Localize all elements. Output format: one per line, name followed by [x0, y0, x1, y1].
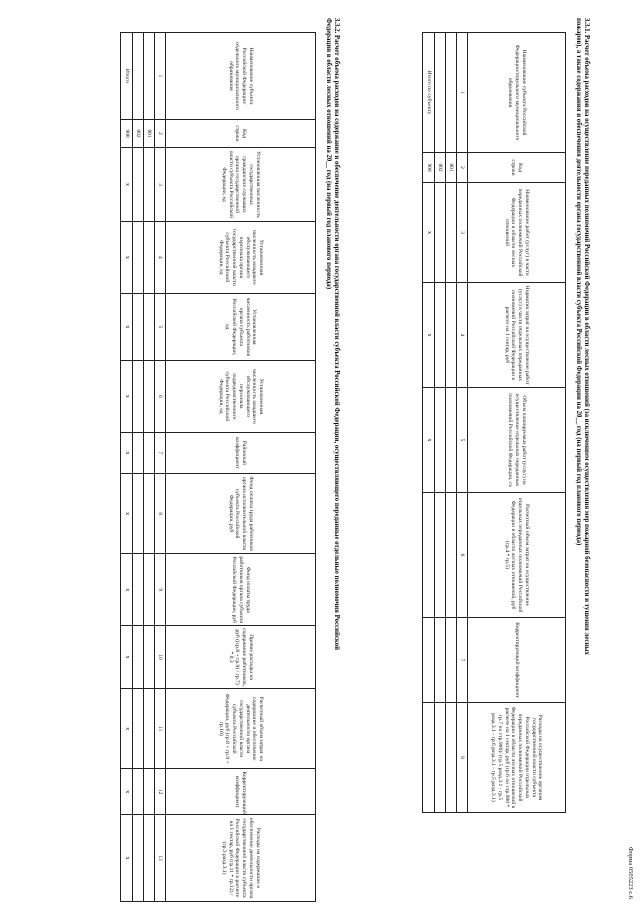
- s2-n4: 4: [155, 221, 166, 293]
- section1-colnum-row: [457, 33, 468, 813]
- cell: [133, 148, 144, 222]
- section1-table: [422, 32, 566, 813]
- cell: [133, 293, 144, 360]
- cell: х: [121, 626, 133, 689]
- s2-h6: Установленная численность младшего обслуживающего персонала подведомственного субъекта Российской Федерации, ед: [166, 361, 316, 433]
- s1-n7: 7: [457, 618, 468, 703]
- row-code: 001: [446, 153, 457, 183]
- s2-n13: 13: [155, 815, 166, 902]
- total-row: [121, 33, 133, 902]
- cell: х: [121, 432, 133, 473]
- s2-n5: 5: [155, 293, 166, 360]
- cell: [423, 493, 435, 618]
- cell: [144, 769, 155, 815]
- cell: [133, 554, 144, 626]
- table-row: [435, 33, 446, 813]
- s2-n9: 9: [155, 554, 166, 626]
- cell: [133, 432, 144, 473]
- cell: [144, 815, 155, 902]
- table-row: [144, 33, 155, 902]
- s1-h6: Расчетный объем затрат на осуществление отдельных переданных полномочий Российской Федерации в области лесных отношений, руб (гр.4 * гр.5): [468, 493, 566, 618]
- cell: х: [121, 361, 133, 433]
- cell: [133, 689, 144, 769]
- cell: х: [423, 388, 435, 493]
- cell: [446, 618, 457, 703]
- s2-h5: Установленная численность работников органа субъекта Российской Федерации, ед: [166, 293, 316, 360]
- row-code: 002: [435, 153, 446, 183]
- s2-h12: Корректирующий коэффициент: [166, 769, 316, 815]
- row-code: 900: [423, 153, 435, 183]
- cell: х: [121, 815, 133, 902]
- s2-n10: 10: [155, 626, 166, 689]
- cell: [446, 703, 457, 813]
- cell: [435, 283, 446, 388]
- cell: [144, 148, 155, 222]
- s2-h4: Установленная численность младшего обслуживающего персонала органа государственной власти субъекта Российской Федерации, ед: [166, 221, 316, 293]
- cell: [435, 703, 446, 813]
- s2-h9: Фонд оплаты труда работников органа субъекта Российской Федерации, руб: [166, 554, 316, 626]
- row-name: [435, 33, 446, 153]
- s2-h10: Прочие расходы на содержание работников, руб ((гр.8 + гр.9) / гр.7) * 0,3: [166, 626, 316, 689]
- s2-n3: 3: [155, 148, 166, 222]
- s2-n2: 2: [155, 119, 166, 147]
- cell: [423, 618, 435, 703]
- cell: х: [121, 293, 133, 360]
- s1-n1: 1: [457, 33, 468, 153]
- cell: [435, 618, 446, 703]
- section2-title-line2: Федерации в области лесных отношений на 20__ год (на первый год планового периода): [324, 18, 332, 290]
- cell: [144, 473, 155, 553]
- s2-h8: Фонд оплаты труда работников органа исполнительной власти субъекта Российской Федерации, руб: [166, 473, 316, 553]
- total-label: Итого по субъекту: [423, 33, 435, 153]
- cell: х: [121, 473, 133, 553]
- s2-n12: 12: [155, 769, 166, 815]
- section1-title: [573, 18, 590, 878]
- s1-h5: Объем планируемых работ (услуг) на осуществление отдельных переданных полномочий Российской Федерации, га: [468, 388, 566, 493]
- s2-n11: 11: [155, 689, 166, 769]
- s1-n5: 5: [457, 388, 468, 493]
- row-code: 001: [144, 119, 155, 147]
- cell: [144, 361, 155, 433]
- cell: [435, 493, 446, 618]
- s1-h8: Расходы на осуществление органом государственной власти субъекта Российской Федерации отдельных переданных полномочий Российской Федерации в области лесных отношений в расчете на 1 гектар, руб (гр.6 по стр.900 * гр.7 по стр.900)/ (гр.5 разд.3.1 - гр.5 разд.3.1 - гр.6 разд.3.1 - гр.5 разд.3.1): [468, 703, 566, 813]
- cell: [133, 473, 144, 553]
- s1-h4: Норматив затрат на осуществление работ (услуг) в части отдельных переданных полномочий Российской Федерации в расчете на 1 гектар, руб: [468, 283, 566, 388]
- s2-n1: 1: [155, 33, 166, 120]
- cell: [144, 221, 155, 293]
- section1-header-row: [468, 33, 566, 813]
- total-label: Итого: [121, 33, 133, 120]
- section2-title: [323, 18, 340, 878]
- s2-h2: Код строки: [166, 119, 316, 147]
- cell: х: [423, 283, 435, 388]
- cell: [446, 283, 457, 388]
- section2-table: [120, 32, 316, 902]
- cell: [133, 221, 144, 293]
- s2-h1: Наименование субъекта Российской Федерации/отдельного муниципального образования: [166, 33, 316, 120]
- s2-h3: Установленная численность государственных гражданских служащих органа государственной власти субъекта Российской Федерации, ед: [166, 148, 316, 222]
- cell: [423, 703, 435, 813]
- s1-h1: Наименование субъекта Российской Федерации/отдельного муниципального образования: [468, 33, 566, 153]
- s2-n6: 6: [155, 361, 166, 433]
- row-name: [144, 33, 155, 120]
- cell: х: [121, 689, 133, 769]
- s1-h7: Корректирующий коэффициент: [468, 618, 566, 703]
- section1-title-line2: пожаров), а также содержания и обеспечения деятельности органа государственной власти субъекта Российской Федерации на 20__ год (на первый год планового периода): [574, 18, 582, 546]
- s1-h3: Наименование работ (услуг) в части переданных полномочий Российской Федерации в области лесных отношений: [468, 183, 566, 283]
- row-code: 900: [121, 119, 133, 147]
- s1-n2: 2: [457, 153, 468, 183]
- cell: [133, 815, 144, 902]
- cell: х: [121, 554, 133, 626]
- cell: [446, 388, 457, 493]
- cell: [133, 361, 144, 433]
- cell: [133, 626, 144, 689]
- s2-n8: 8: [155, 473, 166, 553]
- s1-n6: 6: [457, 493, 468, 618]
- section2-header-row: [166, 33, 316, 902]
- cell: х: [423, 183, 435, 283]
- cell: [144, 626, 155, 689]
- s1-n3: 3: [457, 183, 468, 283]
- cell: [446, 183, 457, 283]
- cell: [144, 432, 155, 473]
- s1-n4: 4: [457, 283, 468, 388]
- table-row: [133, 33, 144, 902]
- cell: [133, 769, 144, 815]
- section1-title-line1: 3.3.1. Расчет объема расходов на осуществление переданных полномочий Российской Федерации в области лесных отношений (за исключением осуществления мер пожарной безопасности и тушения лесных: [583, 18, 590, 655]
- row-name: [133, 33, 144, 120]
- cell: [446, 493, 457, 618]
- row-name: [446, 33, 457, 153]
- s1-h2: Код строки: [468, 153, 566, 183]
- cell: [144, 293, 155, 360]
- row-code: 002: [133, 119, 144, 147]
- cell: х: [121, 221, 133, 293]
- total-row: [423, 33, 435, 813]
- section2-title-line1: 3.3.2. Расчет объема расходов на содержание и обеспечение деятельности органа государственной власти субъекта Российской Федерации, осуществляющего переданные отдельные полномочия Российской: [333, 18, 340, 651]
- cell: х: [121, 769, 133, 815]
- s1-n8: 8: [457, 703, 468, 813]
- section2-colnum-row: [155, 33, 166, 902]
- table-row: [446, 33, 457, 813]
- s2-h11: Расчетный объем затрат на содержание и обеспечение деятельности органа государственной власти субъекта Российской Федерации, руб (гр.8 + гр.9 + гр.10): [166, 689, 316, 769]
- cell: [435, 183, 446, 283]
- cell: [435, 388, 446, 493]
- s2-h13: Расходы на содержание и обеспечение деятельности органа государственной власти субъекта Российской Федерации в расчете на 1 гектар, руб (гр.11 * гр.12) / (гр.3 разд.3.1): [166, 815, 316, 902]
- cell: [144, 689, 155, 769]
- cell: [144, 554, 155, 626]
- s2-h7: Районный коэффициент: [166, 432, 316, 473]
- s2-n7: 7: [155, 432, 166, 473]
- cell: х: [121, 148, 133, 222]
- form-code: Форма 0505223 с.6: [627, 846, 634, 899]
